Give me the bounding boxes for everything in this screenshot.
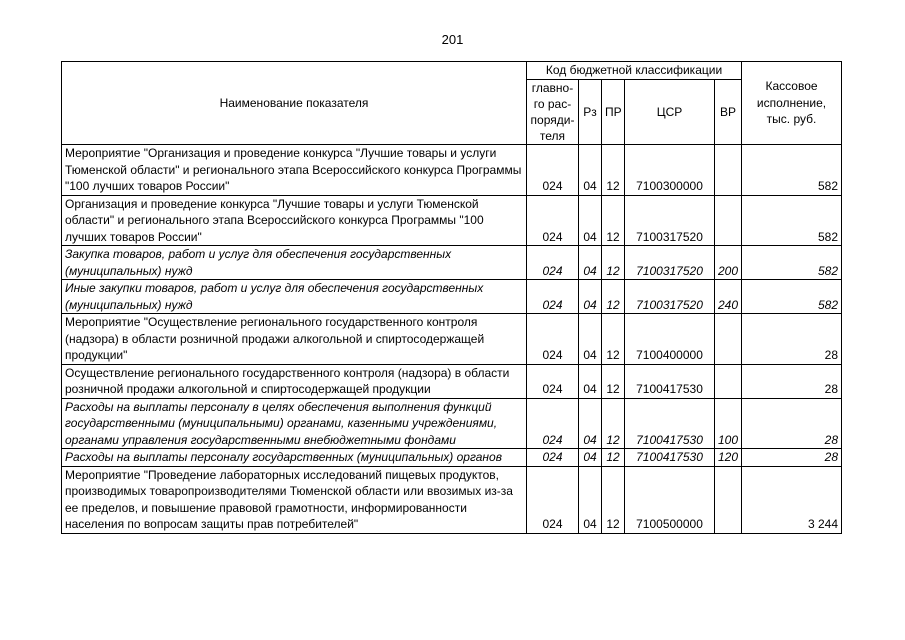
cell-main-administrator: 024 <box>527 398 579 449</box>
cell-name: Закупка товаров, работ и услуг для обеспечения государственных (муниципальных) нужд <box>62 246 527 280</box>
cell-pr: 12 <box>602 398 625 449</box>
table-row <box>62 195 842 246</box>
cell-sum: 28 <box>742 398 842 449</box>
header-main-administrator: главно- го рас- поряди- теля <box>527 80 579 145</box>
cell-pr: 12 <box>602 466 625 533</box>
table-row <box>62 466 842 533</box>
cell-name: Мероприятие "Проведение лабораторных исследований пищевых продуктов, производимых товаропроизводителями Тюменской области или ввозимых из-за ее пределов, и повышение правовой грамотности, информированности населения по вопросам защиты прав потребителей" <box>62 466 527 533</box>
cell-vr <box>715 466 742 533</box>
header-classification-group: Код бюджетной классификации <box>527 62 742 80</box>
cell-csr: 7100300000 <box>625 145 715 196</box>
cell-main-administrator: 024 <box>527 364 579 398</box>
header-vr: ВР <box>715 80 742 145</box>
cell-rz: 04 <box>579 466 602 533</box>
cell-csr: 7100417530 <box>625 364 715 398</box>
header-pr: ПР <box>602 80 625 145</box>
cell-sum: 582 <box>742 195 842 246</box>
cell-main-administrator: 024 <box>527 145 579 196</box>
header-rz: Рз <box>579 80 602 145</box>
cell-rz: 04 <box>579 280 602 314</box>
cell-rz: 04 <box>579 364 602 398</box>
page-number: 201 <box>441 32 464 47</box>
cell-name: Иные закупки товаров, работ и услуг для обеспечения государственных (муниципальных) нужд <box>62 280 527 314</box>
cell-sum: 3 244 <box>742 466 842 533</box>
header-name: Наименование показателя <box>62 62 527 145</box>
cell-vr: 200 <box>715 246 742 280</box>
cell-pr: 12 <box>602 280 625 314</box>
table-row <box>62 364 842 398</box>
cell-main-administrator: 024 <box>527 449 579 467</box>
table-row <box>62 398 842 449</box>
cell-csr: 7100400000 <box>625 314 715 365</box>
cell-rz: 04 <box>579 145 602 196</box>
table-header <box>62 62 842 145</box>
cell-rz: 04 <box>579 314 602 365</box>
header-sum: Кассовое исполнение, тыс. руб. <box>742 62 842 145</box>
cell-vr <box>715 364 742 398</box>
cell-pr: 12 <box>602 246 625 280</box>
cell-sum: 28 <box>742 314 842 365</box>
cell-sum: 28 <box>742 449 842 467</box>
cell-sum: 582 <box>742 145 842 196</box>
cell-vr: 240 <box>715 280 742 314</box>
cell-sum: 582 <box>742 246 842 280</box>
cell-csr: 7100317520 <box>625 280 715 314</box>
cell-main-administrator: 024 <box>527 246 579 280</box>
cell-vr: 120 <box>715 449 742 467</box>
budget-table <box>61 61 842 534</box>
cell-pr: 12 <box>602 145 625 196</box>
cell-name: Осуществление регионального государственного контроля (надзора) в области розничной продажи алкогольной и спиртосодержащей продукции <box>62 364 527 398</box>
cell-main-administrator: 024 <box>527 195 579 246</box>
cell-sum: 582 <box>742 280 842 314</box>
cell-csr: 7100317520 <box>625 246 715 280</box>
cell-name: Мероприятие "Организация и проведение конкурса "Лучшие товары и услуги Тюменской области" и регионального этапа Всероссийского конкурса Программы "100 лучших товаров России" <box>62 145 527 196</box>
cell-main-administrator: 024 <box>527 466 579 533</box>
cell-name: Расходы на выплаты персоналу государственных (муниципальных) органов <box>62 449 527 467</box>
table-row <box>62 280 842 314</box>
cell-pr: 12 <box>602 364 625 398</box>
cell-main-administrator: 024 <box>527 280 579 314</box>
cell-csr: 7100417530 <box>625 449 715 467</box>
cell-name: Мероприятие "Осуществление регионального государственного контроля (надзора) в области розничной продажи алкогольной и спиртосодержащей продукции" <box>62 314 527 365</box>
cell-rz: 04 <box>579 449 602 467</box>
cell-csr: 7100500000 <box>625 466 715 533</box>
cell-rz: 04 <box>579 246 602 280</box>
cell-name: Расходы на выплаты персоналу в целях обеспечения выполнения функций государственными (муниципальными) органами, казенными учреждениями, органами управления государственными внебюджетными фондами <box>62 398 527 449</box>
cell-csr: 7100317520 <box>625 195 715 246</box>
cell-vr <box>715 145 742 196</box>
cell-vr <box>715 314 742 365</box>
cell-rz: 04 <box>579 398 602 449</box>
cell-main-administrator: 024 <box>527 314 579 365</box>
table-row <box>62 449 842 467</box>
cell-sum: 28 <box>742 364 842 398</box>
table-row <box>62 145 842 196</box>
cell-pr: 12 <box>602 449 625 467</box>
cell-pr: 12 <box>602 314 625 365</box>
cell-vr <box>715 195 742 246</box>
table-body <box>62 145 842 534</box>
table-row <box>62 314 842 365</box>
cell-pr: 12 <box>602 195 625 246</box>
cell-name: Организация и проведение конкурса "Лучшие товары и услуги Тюменской области" и регионального этапа Всероссийского конкурса Программы "100 лучших товаров России" <box>62 195 527 246</box>
header-csr: ЦСР <box>625 80 715 145</box>
cell-csr: 7100417530 <box>625 398 715 449</box>
cell-rz: 04 <box>579 195 602 246</box>
table-row <box>62 246 842 280</box>
cell-vr: 100 <box>715 398 742 449</box>
